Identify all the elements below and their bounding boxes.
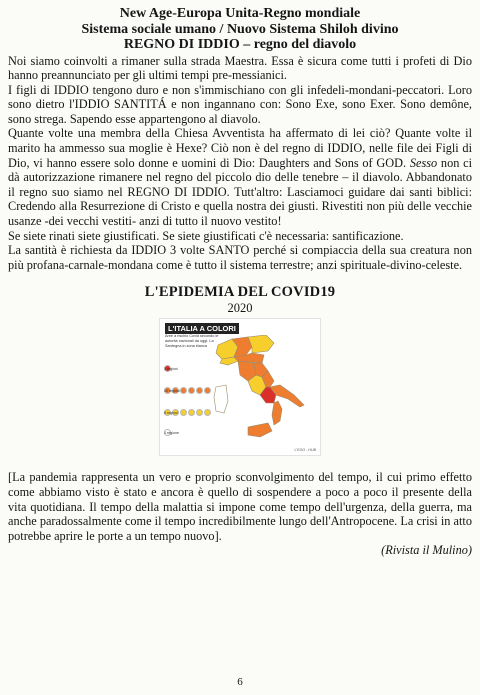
paragraph-text: non ci dà autorizzazione rimanere nel regno del piccolo dio delle tenebre – il diavolo. Abbandonato il regno suo siamo nel REGNO DI IDDIO. Tutt'altro: Lasciamoci guidare dai santi biblici: Credendo alla Resurrezione di Cristo e quella nostra dei giusti. Rivestiti non più delle vecchie usanze -dei vecchi vestiti- anzi di tutto il nuovo vestito! (8, 155, 473, 229)
body-paragraph (8, 229, 472, 244)
body-paragraph (8, 54, 472, 83)
legend-dot (196, 409, 203, 416)
map-credit: L'EGO - HUB (294, 448, 316, 453)
document-page (8, 6, 472, 558)
italic-word: Sesso (409, 155, 438, 170)
legend-dot (188, 409, 195, 416)
header-line-1: New Age-Europa Unita-Regno mondiale (119, 6, 361, 21)
paragraph-text: La santità è richiesta da IDDIO 3 volte SANTO perché si compiaccia della sua creatura non più profana-carnale-mondana come è tutto il sistema terrestre; anzi spirituale-divino-celeste. (8, 243, 472, 272)
legend-dot (180, 409, 187, 416)
paragraph-text: Quante volte una membra della Chiesa Avventista ha affermato di lei ciò? Quante volte il marito ha ammesso sua moglie è Hexe? Ciò non è del regno di IDDIO, nelle file dei Figli di Dio, vi hanno essere solo donne e uomini di Dio: Daughters and Sons of GOD. (8, 126, 472, 170)
region-sicily (248, 423, 272, 437)
header-line-3: REGNO DI IDDIO – regno del diavolo (123, 37, 357, 52)
paragraph-text: Se siete rinati siete giustificati. Se siete giustificati c'è necessaria: santificazione. (8, 228, 404, 243)
header-line-2: Sistema sociale umano / Nuovo Sistema Shiloh divino (81, 21, 399, 37)
legend-dot (196, 387, 203, 394)
body-paragraph (8, 83, 472, 127)
region-calabria (272, 401, 282, 425)
quote-text: [La pandemia rappresenta un vero e proprio sconvolgimento del tempo, il cui primo effetto come abbiamo visto è stato e ancora è quello di sospendere a poco a poco il presente della vita quotidiana. Il tempo della malattia si impone come tempo dell'urgenza, della guerra, ma anche paradossalmente come il tempo incredibilmente lungo dell'Antropocene. La crisi in atto potrebbe aprire le porte a un tempo nuovo]. (8, 470, 472, 543)
section-year: 2020 (227, 301, 253, 316)
legend-dot (188, 387, 195, 394)
region-north-east (248, 335, 274, 353)
map-heading: L'ITALIA A COLORI (165, 323, 239, 334)
legend-dot (180, 387, 187, 394)
map-subtitle: Aree a rischio Covid secondo le autorità nazionali da oggi. La Sardegna in zona bianca (165, 334, 219, 348)
legend-label: 1 regione (164, 431, 179, 436)
region-sardinia (214, 385, 228, 413)
paragraph-text: Noi siamo coinvolti a rimaner sulla strada Maestra. Essa è sicura come tutti i profeti di Dio hanno preannunciato per gli ultimi tempi pre-messianici. (8, 53, 472, 83)
body-paragraph (8, 243, 472, 272)
legend-label: 1 regioni (164, 367, 178, 372)
body-text (8, 54, 472, 273)
paragraph-text: I figli di IDDIO tengono duro e non s'immischiano con gli infedeli-mondani-peccatori. Loro sono dietro l'IDDIO SANTITÁ e non ingannano con: Sono Exe, sono Exer. Sono demône, sono strega. Sapendo esse appartengono al diavolo. (8, 82, 472, 126)
quote-source: (Rivista il Mulino) (381, 543, 472, 558)
italy-map (208, 335, 308, 447)
legend-label: 8 regioni (164, 411, 178, 416)
legend-label: 10 regioni (164, 389, 180, 394)
italy-map-figure (159, 318, 321, 456)
body-paragraph (8, 126, 472, 228)
page-number: 6 (237, 676, 243, 688)
section-title: L'EPIDEMIA DEL COVID19 (144, 284, 336, 301)
